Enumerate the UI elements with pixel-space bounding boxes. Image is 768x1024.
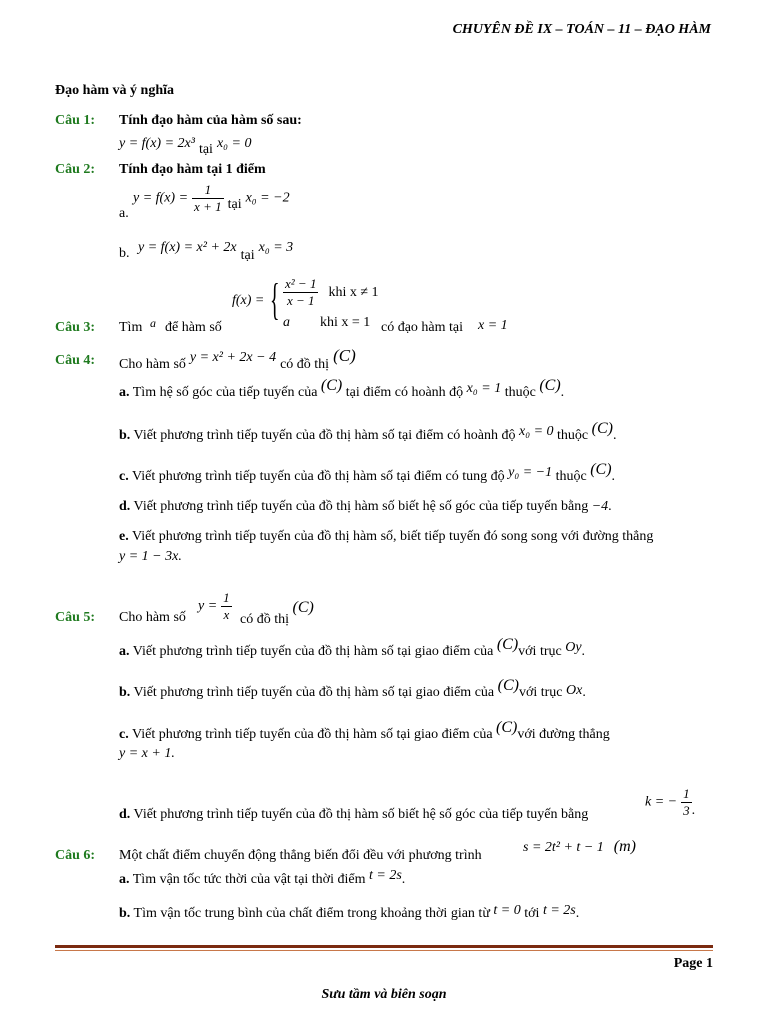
q2a-den: x + 1 <box>194 199 222 214</box>
q4a-point: x₀ = 1 <box>466 381 502 396</box>
q6-text: Một chất điểm chuyển động thẳng biến đổi đều với phương trình <box>119 848 482 863</box>
q2b-tai: tại <box>240 248 255 263</box>
q2a-formula <box>133 182 290 215</box>
q5b-c: (C) <box>497 677 519 694</box>
q4d-text: Viết phương trình tiếp tuyến của đồ thị hàm số biết hệ số góc của tiếp tuyến bằng <box>133 499 589 514</box>
q3-case2-cond: khi x = 1 <box>320 315 371 330</box>
q4c-text2: thuộc <box>555 469 587 484</box>
q1-formula-line <box>119 134 252 157</box>
q6a-line: a. Tìm vận tốc tức thời của vật tại thời điểm t = 2s. <box>119 868 406 887</box>
q4e-line-eq: y = 1 − 3x. <box>119 549 182 564</box>
q5d-label: d. <box>119 807 131 822</box>
q4-label: Câu 4: <box>55 353 96 368</box>
q4a-line: a. Tìm hệ số góc của tiếp tuyến của (C) tại điểm có hoành độ x₀ = 1 thuộc (C). <box>119 377 565 400</box>
q4b-text: Viết phương trình tiếp tuyến của đồ thị hàm số tại điểm có hoành độ <box>133 428 516 443</box>
q6-label: Câu 6: <box>55 848 96 863</box>
q4e-label: e. <box>119 529 129 544</box>
q4b-c: (C) <box>591 420 613 437</box>
q6a-label: a. <box>119 872 130 887</box>
q6-formula-line <box>523 838 636 856</box>
q5-label: Câu 5: <box>55 610 96 625</box>
q4e-text: Viết phương trình tiếp tuyến của đồ thị hàm số, biết tiếp tuyến đó song song với đường thẳng <box>131 529 654 544</box>
q3-var: a <box>150 316 156 330</box>
q2-text: Tính đạo hàm tại 1 điểm <box>119 162 266 177</box>
q3-case1-cond: khi x ≠ 1 <box>328 284 379 300</box>
q4-graph: (C) <box>333 346 356 365</box>
q5a-text: Viết phương trình tiếp tuyến của đồ thị hàm số tại giao điểm của <box>132 644 494 659</box>
q6b-text: Tìm vận tốc trung bình của chất điểm trong khoảng thời gian từ <box>133 906 490 921</box>
q4e-eq: y = 1 − 3x <box>119 549 179 564</box>
q4d-val: −4 <box>591 499 609 514</box>
q4b-line: b. Viết phương trình tiếp tuyến của đồ thị hàm số tại điểm có hoành độ x₀ = 0 thuộc (C). <box>119 420 617 443</box>
q4a-label: a. <box>119 385 130 400</box>
page-header: CHUYÊN ĐỀ IX – TOÁN – 11 – ĐẠO HÀM <box>452 22 711 37</box>
q4c-c: (C) <box>590 461 612 478</box>
q1-tai: tại <box>198 142 213 157</box>
q4d-label: d. <box>119 499 131 514</box>
q5d-k: k = − <box>645 794 678 810</box>
q2a-num: 1 <box>204 182 212 197</box>
q5d-num: 1 <box>683 786 690 801</box>
q2a-fraction <box>192 182 224 215</box>
q5b-text2: với trục <box>518 685 563 700</box>
q3-mid: để hàm số <box>165 320 222 335</box>
q4-post: có đồ thị <box>280 357 330 372</box>
q5d-den: 3 <box>683 803 690 818</box>
q4a-c2: (C) <box>539 377 561 394</box>
q2b-formula-line <box>138 238 294 263</box>
q2b-point: x₀ = 3 <box>258 240 294 255</box>
q2-label: Câu 2: <box>55 162 96 177</box>
q5b-axis: Ox <box>566 683 583 698</box>
page-number: Page 1 <box>673 956 713 971</box>
q1-text: Tính đạo hàm của hàm số sau: <box>119 113 302 128</box>
q3-case1-den: x − 1 <box>283 292 318 309</box>
q3-pre: Tìm <box>119 320 143 335</box>
q3-case1-num: x² − 1 <box>285 276 317 291</box>
q5b-line: b. Viết phương trình tiếp tuyến của đồ thị hàm số tại giao điểm của (C)với trục Ox. <box>119 677 586 700</box>
q6-formula: s = 2t² + t − 1 <box>523 840 604 855</box>
q4a-text: Tìm hệ số góc của tiếp tuyến của <box>132 385 318 400</box>
q2b-label: b. <box>119 246 130 261</box>
q4b-text2: thuộc <box>557 428 589 443</box>
q5b-text: Viết phương trình tiếp tuyến của đồ thị hàm số tại giao điểm của <box>133 685 495 700</box>
q4a-c: (C) <box>320 377 343 394</box>
q4c-line: c. Viết phương trình tiếp tuyến của đồ thị hàm số tại điểm có tung độ y₀ = −1 thuộc (C). <box>119 461 616 484</box>
q1-label: Câu 1: <box>55 113 96 128</box>
q5a-axis: Oy <box>565 640 582 655</box>
footer-rule-thin <box>55 950 713 951</box>
q4c-label: c. <box>119 469 129 484</box>
q6b-line: b. Tìm vận tốc trung bình của chất điểm trong khoảng thời gian từ t = 0 tới t = 2s. <box>119 903 580 921</box>
q4d-line: d. Viết phương trình tiếp tuyến của đồ thị hàm số biết hệ số góc của tiếp tuyến bằng −4. <box>119 499 612 514</box>
q5a-line: a. Viết phương trình tiếp tuyến của đồ thị hàm số tại giao điểm của (C)với trục Oy. <box>119 636 586 659</box>
q2a-point: x₀ = −2 <box>245 190 290 206</box>
q4b-label: b. <box>119 428 131 443</box>
q5c-text: Viết phương trình tiếp tuyến của đồ thị hàm số tại giao điểm của <box>131 727 493 742</box>
q2a-lhs: y = f(x) = <box>133 190 189 206</box>
q4a-text2: tại điểm có hoành độ <box>345 385 464 400</box>
q5a-c: (C) <box>496 636 519 653</box>
q2a-label: a. <box>119 206 129 221</box>
q5-y: y = <box>198 598 218 614</box>
q6-unit: (m) <box>613 838 636 855</box>
q2b-formula: y = f(x) = x² + 2x <box>138 240 237 255</box>
footer-rule-thick <box>55 945 713 948</box>
q5-post: có đồ thị <box>240 612 289 627</box>
q5c-label: c. <box>119 727 129 742</box>
q3-case2-val: a <box>283 315 290 330</box>
q5-pre: Cho hàm số <box>119 610 186 625</box>
q5c-line-eq: y = x + 1. <box>119 746 175 761</box>
q5d-formula: k = − $\frac{1}{3}$ . <box>645 786 696 818</box>
q5d-text: Viết phương trình tiếp tuyến của đồ thị hàm số biết hệ số góc của tiếp tuyến bằng <box>133 807 589 822</box>
q4-pre: Cho hàm số <box>119 357 186 372</box>
q3-case1-fraction <box>283 276 318 309</box>
q6a-t: t = 2s <box>368 868 402 883</box>
q5a-label: a. <box>119 644 130 659</box>
q4c-point: y₀ = −1 <box>508 465 553 480</box>
q3-post: có đạo hàm tại <box>381 320 464 335</box>
q4-formula: y = x² + 2x − 4 <box>189 350 277 365</box>
section-title: Đạo hàm và ý nghĩa <box>55 83 175 98</box>
q6b-label: b. <box>119 906 131 921</box>
q3-label: Câu 3: <box>55 320 96 335</box>
q4a-text3: thuộc <box>504 385 536 400</box>
q3-brace: { <box>270 275 280 324</box>
q5c-eq: y = x + 1 <box>119 746 172 761</box>
q1-formula: y = f(x) = 2x³ <box>119 136 195 151</box>
q5c-c: (C) <box>496 719 518 736</box>
q5b-label: b. <box>119 685 131 700</box>
q6b-t2: t = 2s <box>542 903 576 918</box>
q4c-text: Viết phương trình tiếp tuyến của đồ thị hàm số tại điểm có tung độ <box>131 469 505 484</box>
q5c-text2: với đường thẳng <box>517 727 610 742</box>
q5d-fraction <box>681 786 692 819</box>
q1-point: x₀ = 0 <box>216 136 252 151</box>
q3-case1 <box>283 276 379 309</box>
q5-num: 1 <box>223 590 230 605</box>
footer-credit: Sưu tầm và biên soạn <box>321 987 447 1002</box>
q5-post-line <box>240 599 314 627</box>
q5-fraction <box>221 590 232 623</box>
q5a-text2: với trục <box>518 644 562 659</box>
q6b-mid: tới <box>524 906 540 921</box>
q3-point: x = 1 <box>478 318 508 333</box>
q4-intro <box>119 346 356 372</box>
q5c-line <box>119 719 610 743</box>
q6a-text: Tìm vận tốc tức thời của vật tại thời điểm <box>132 872 366 887</box>
q5-formula <box>198 590 232 623</box>
q4b-point: x₀ = 0 <box>519 424 554 439</box>
q4e-line <box>119 529 653 545</box>
q5d-line <box>119 807 588 823</box>
q5-graph: (C) <box>292 599 314 616</box>
q2a-tai: tại <box>227 196 242 212</box>
q3-fx: f(x) = <box>232 293 265 308</box>
q5-den: x <box>221 606 232 623</box>
q6b-t1: t = 0 <box>493 903 521 918</box>
